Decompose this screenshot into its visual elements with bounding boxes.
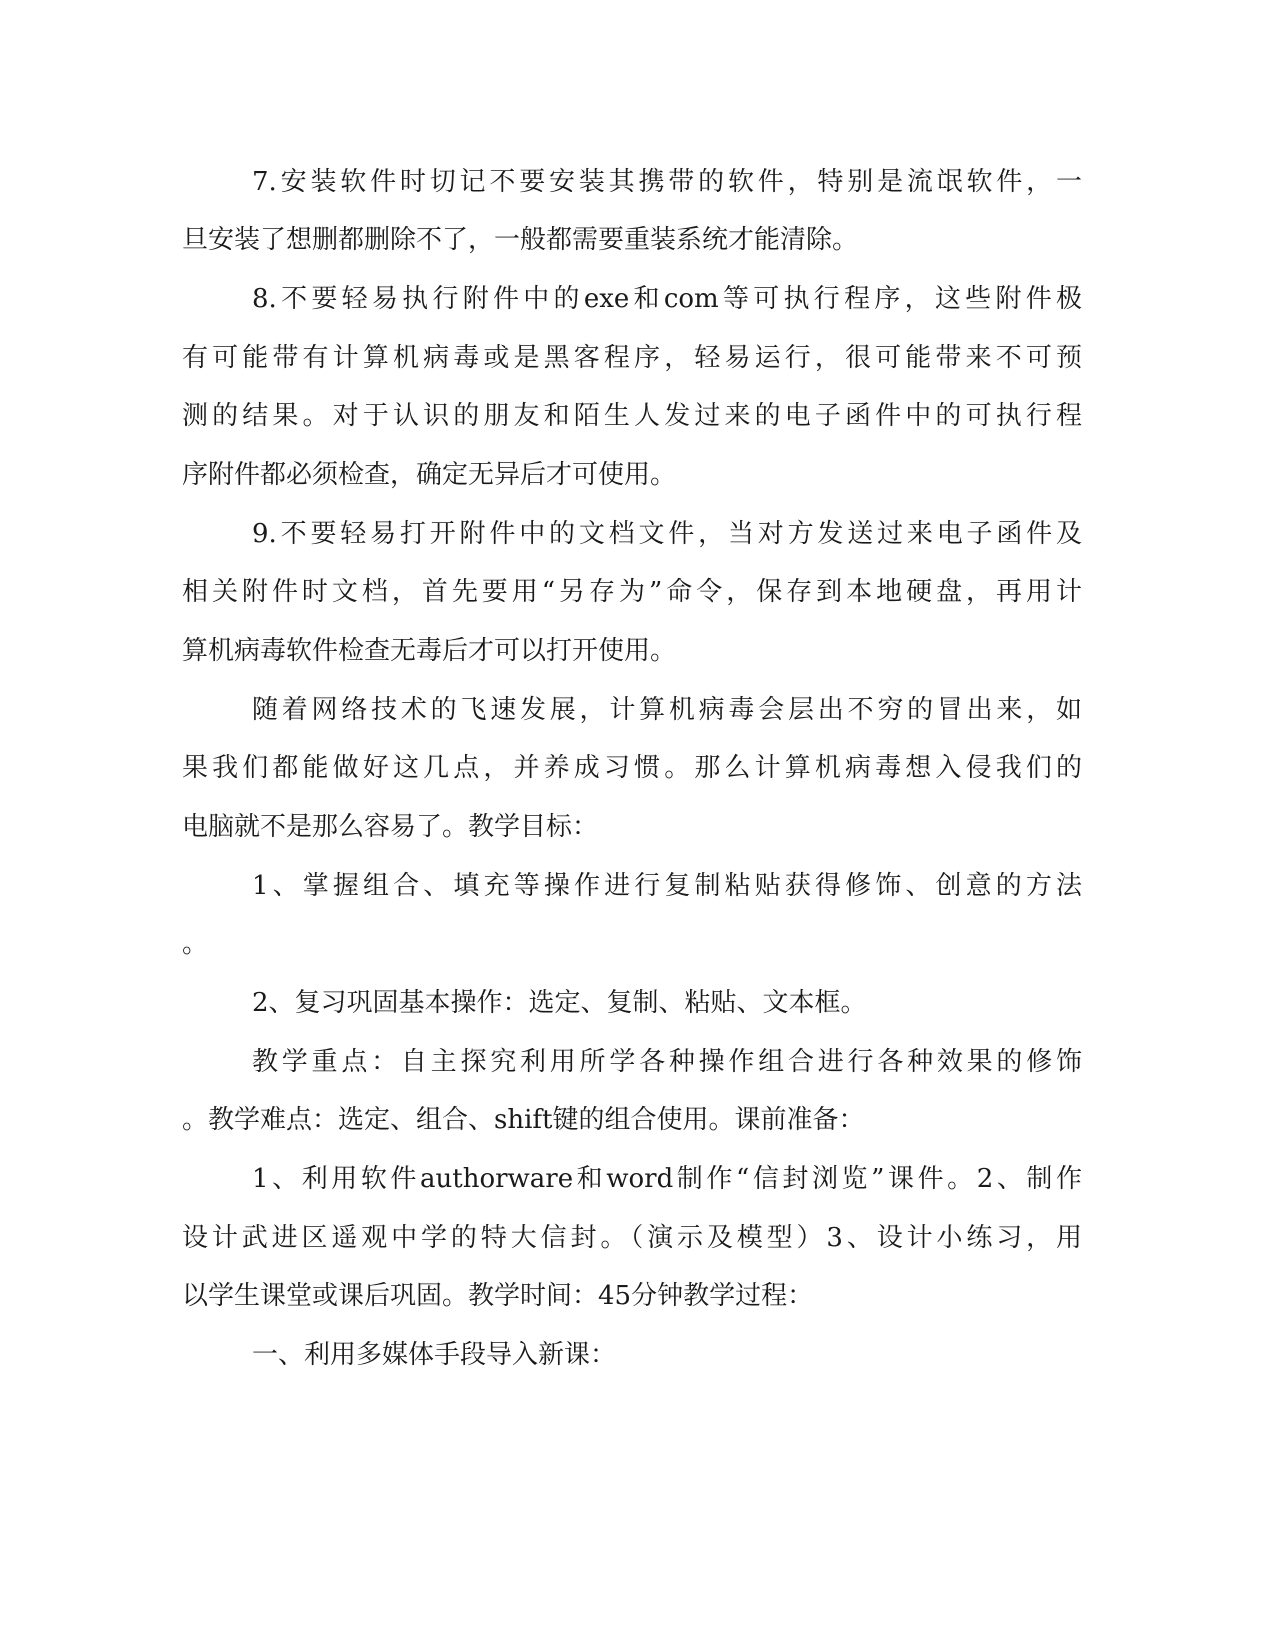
text-line: 教学重点：自主探究利用所学各种操作组合进行各种效果的修饰 bbox=[252, 1047, 1082, 1077]
text-line: 。教学难点：选定、组合、shift键的组合使用。课前准备： bbox=[182, 1105, 865, 1135]
text-line: 。 bbox=[182, 929, 209, 959]
text-line: 1、利用软件authorware和word制作“信封浏览”课件。2、制作 bbox=[252, 1164, 1082, 1194]
text-line: 电脑就不是那么容易了。教学目标： bbox=[182, 812, 599, 842]
text-line: 一、利用多媒体手段导入新课： bbox=[252, 1340, 617, 1370]
text-line: 算机病毒软件检查无毒后才可以打开使用。 bbox=[182, 636, 677, 666]
text-line: 9.不要轻易打开附件中的文档文件，当对方发送过来电子函件及 bbox=[252, 519, 1082, 549]
text-line: 果我们都能做好这几点，并养成习惯。那么计算机病毒想入侵我们的 bbox=[182, 753, 1082, 783]
text-line: 8.不要轻易执行附件中的exe和com等可执行程序，这些附件极 bbox=[252, 284, 1082, 314]
text-line: 2、复习巩固基本操作：选定、复制、粘贴、文本框。 bbox=[252, 988, 867, 1018]
text-line: 相关附件时文档，首先要用“另存为”命令，保存到本地硬盘，再用计 bbox=[182, 577, 1082, 607]
text-line: 7.安装软件时切记不要安装其携带的软件，特别是流氓软件，一 bbox=[252, 167, 1082, 197]
text-line: 有可能带有计算机病毒或是黑客程序，轻易运行，很可能带来不可预 bbox=[182, 343, 1082, 373]
text-line: 测的结果。对于认识的朋友和陌生人发过来的电子函件中的可执行程 bbox=[182, 401, 1082, 431]
text-line: 随着网络技术的飞速发展，计算机病毒会层出不穷的冒出来，如 bbox=[252, 695, 1082, 725]
text-line: 设计武进区遥观中学的特大信封。（演示及模型）3、设计小练习，用 bbox=[182, 1223, 1082, 1253]
text-line: 序附件都必须检查，确定无异后才可使用。 bbox=[182, 460, 677, 490]
text-line: 旦安装了想删都删除不了，一般都需要重装系统才能清除。 bbox=[182, 225, 859, 255]
text-line: 1、掌握组合、填充等操作进行复制粘贴获得修饰、创意的方法 bbox=[252, 871, 1082, 901]
text-line: 以学生课堂或课后巩固。教学时间：45分钟教学过程： bbox=[182, 1281, 814, 1311]
